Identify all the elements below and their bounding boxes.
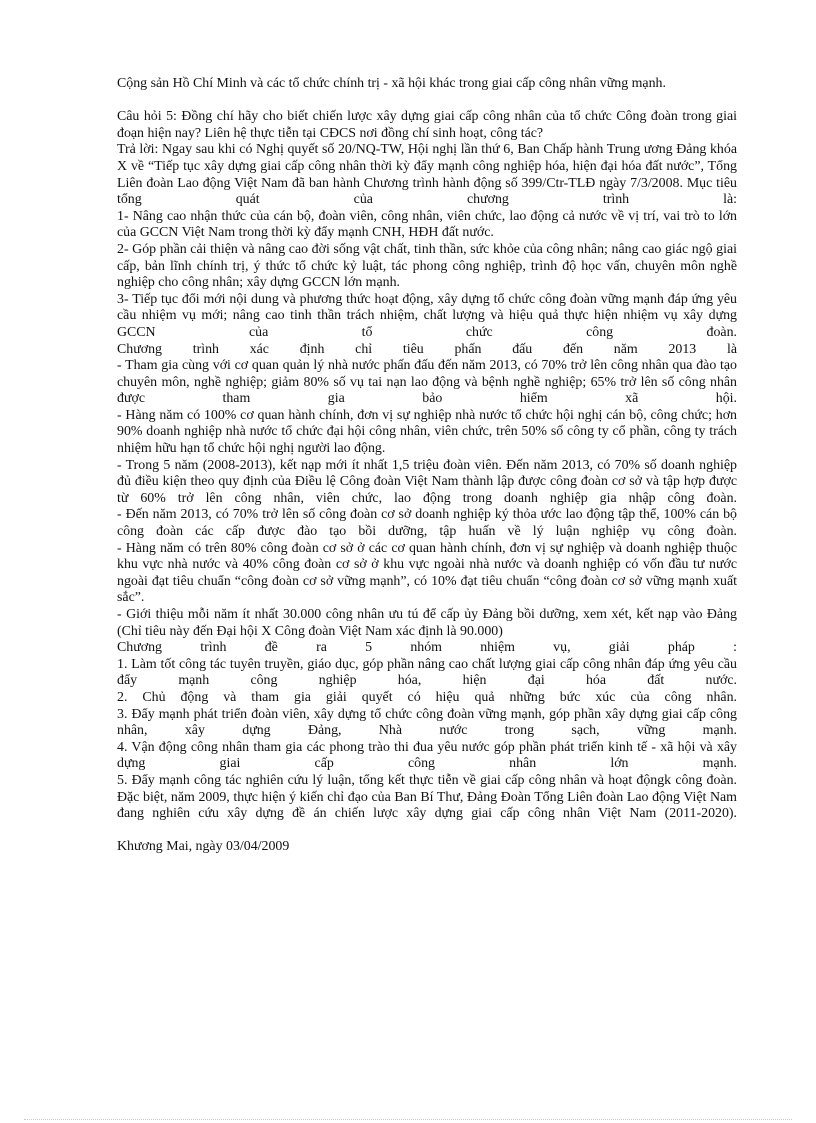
task-item: 4. Vận động công nhân tham gia các phong trào thi đua yêu nước góp phần phát triển kinh tế - xã hội và xây dựng giai cấp công nhân lớn mạnh. bbox=[117, 739, 737, 772]
goal-item: 1- Nâng cao nhận thức của cán bộ, đoàn viên, công nhân, viên chức, lao động cả nước về vị trí, vai trò to lớn của GCCN Việt Nam trong thời kỳ đẩy mạnh CNH, HĐH đất nước. bbox=[117, 208, 737, 241]
task-item: 5. Đẩy mạnh công tác nghiên cứu lý luận, tổng kết thực tiễn về giai cấp công nhân và hoạt độngk công đoàn. bbox=[117, 772, 737, 788]
answer-intro-paragraph: Trả lời: Ngay sau khi có Nghị quyết số 20/NQ-TW, Hội nghị lần thứ 6, Ban Chấp hành Trung ương Đảng khóa X về “Tiếp tục xây dựng giai cấp công nhân thời kỳ đẩy mạnh công nghiệp hóa, hiện đại hóa đất nước”, Tổng Liên đoàn Lao động Việt Nam đã ban hành Chương trình hành động số 399/Ctr-TLĐ ngày 7/3/2008. Mục tiêu tổng quát của chương trình là: bbox=[117, 142, 737, 208]
target-item: - Hàng năm có 100% cơ quan hành chính, đơn vị sự nghiệp nhà nước tổ chức hội nghị cán bộ, công chức; hơn 90% doanh nghiệp nhà nước tổ chức đại hội công nhân, viên chức, trên 50% số công ty cổ phần, công ty trách nhiệm hữu hạn tổ chức hội nghị người lao động. bbox=[117, 407, 737, 457]
question-paragraph: Câu hỏi 5: Đồng chí hãy cho biết chiến lược xây dựng giai cấp công nhân của tổ chức Công đoàn trong giai đoạn hiện nay? Liên hệ thực tiễn tại CĐCS nơi đồng chí sinh hoạt, công tác? bbox=[117, 109, 737, 141]
spacer bbox=[117, 823, 737, 840]
closing-paragraph: Đặc biệt, năm 2009, thực hiện ý kiến chỉ đạo của Ban Bí Thư, Đảng Đoàn Tổng Liên đoàn Lao động Việt Nam đang nghiên cứu xây dựng đề án chiến lược xây dựng giai cấp công nhân Việt Nam (2011-2020). bbox=[117, 789, 737, 822]
target-item: - Giới thiệu mỗi năm ít nhất 30.000 công nhân ưu tú để cấp ủy Đảng bồi dưỡng, xem xét, kết nạp vào Đảng (Chỉ tiêu này đến Đại hội X Công đoàn Việt Nam xác định là 90.000) bbox=[117, 607, 737, 639]
goal-item: 3- Tiếp tục đổi mới nội dung và phương thức hoạt động, xây dựng tổ chức công đoàn vững mạnh đáp ứng yêu cầu nhiệm vụ mới; nâng cao tinh thần trách nhiệm, chất lượng và hiệu quả thực hiện nhiệm vụ xây dựng GCCN của tổ chức công đoàn. bbox=[117, 291, 737, 340]
task-item: 3. Đẩy mạnh phát triển đoàn viên, xây dựng tổ chức công đoàn vững mạnh, góp phần xây dựng giai cấp công nhân, xây dựng Đảng, Nhà nước trong sạch, vững mạnh. bbox=[117, 706, 737, 739]
task-item: 2. Chủ động và tham gia giải quyết có hiệu quả những bức xúc của công nhân. bbox=[117, 689, 737, 705]
spacer bbox=[117, 93, 737, 110]
target-item: - Trong 5 năm (2008-2013), kết nạp mới ít nhất 1,5 triệu đoàn viên. Đến năm 2013, có 70% số doanh nghiệp đủ điều kiện theo quy định của Điều lệ Công đoàn Việt Nam thành lập được công đoàn cơ sở và tập hợp được từ 60% trở lên công nhân, viên chức, lao động trong doanh nghiệp gia nhập công đoàn. bbox=[117, 457, 737, 506]
target-item: - Hàng năm có trên 80% công đoàn cơ sở ở các cơ quan hành chính, đơn vị sự nghiệp và doanh nghiệp thuộc khu vực nhà nước và 40% công đoàn cơ sở ở khu vực ngoài nhà nước và doanh nghiệp có vốn đầu tư nước ngoài đạt tiêu chuẩn “công đoàn cơ sở vững mạnh”, có 10% đạt tiêu chuẩn “công đoàn cơ sở vững mạnh xuất sắc”. bbox=[117, 540, 737, 606]
task-item: 1. Làm tốt công tác tuyên truyền, giáo dục, góp phần nâng cao chất lượng giai cấp công nhân đáp ứng yêu cầu đẩy mạnh công nghiệp hóa, hiện đại hóa đất nước. bbox=[117, 656, 737, 689]
goal-item: 2- Góp phần cải thiện và nâng cao đời sống vật chất, tinh thần, sức khỏe của công nhân; nâng cao giác ngộ giai cấp, bản lĩnh chính trị, ý thức tổ chức kỷ luật, tác phong công nghiệp, trình độ học vấn, chuyên môn nghề nghiệp cho công nhân; xây dựng GCCN lớn mạnh. bbox=[117, 241, 737, 291]
document-body bbox=[117, 76, 737, 856]
signature-line: Khương Mai, ngày 03/04/2009 bbox=[117, 839, 290, 855]
intro-paragraph: Cộng sản Hồ Chí Minh và các tổ chức chính trị - xã hội khác trong giai cấp công nhân vững mạnh. bbox=[117, 76, 666, 91]
page-bottom-divider bbox=[24, 1119, 792, 1120]
target-item: - Đến năm 2013, có 70% trở lên số công đoàn cơ sở doanh nghiệp ký thỏa ước lao động tập thể, 100% cán bộ công đoàn các cấp được đào tạo bồi dưỡng, tập huấn về lý luận nghiệp vụ công đoàn. bbox=[117, 507, 737, 540]
targets-heading: Chương trình xác định chỉ tiêu phấn đấu đến năm 2013 là bbox=[117, 341, 737, 357]
target-item: - Tham gia cùng với cơ quan quản lý nhà nước phấn đấu đến năm 2013, có 70% trở lên công nhân qua đào tạo chuyên môn, nghề nghiệp; giảm 80% số vụ tai nạn lao động và bệnh nghề nghiệp; 65% trở lên số công nhân được tham gia bảo hiểm xã hội. bbox=[117, 358, 737, 407]
tasks-heading: Chương trình đề ra 5 nhóm nhiệm vụ, giải pháp : bbox=[117, 640, 737, 656]
